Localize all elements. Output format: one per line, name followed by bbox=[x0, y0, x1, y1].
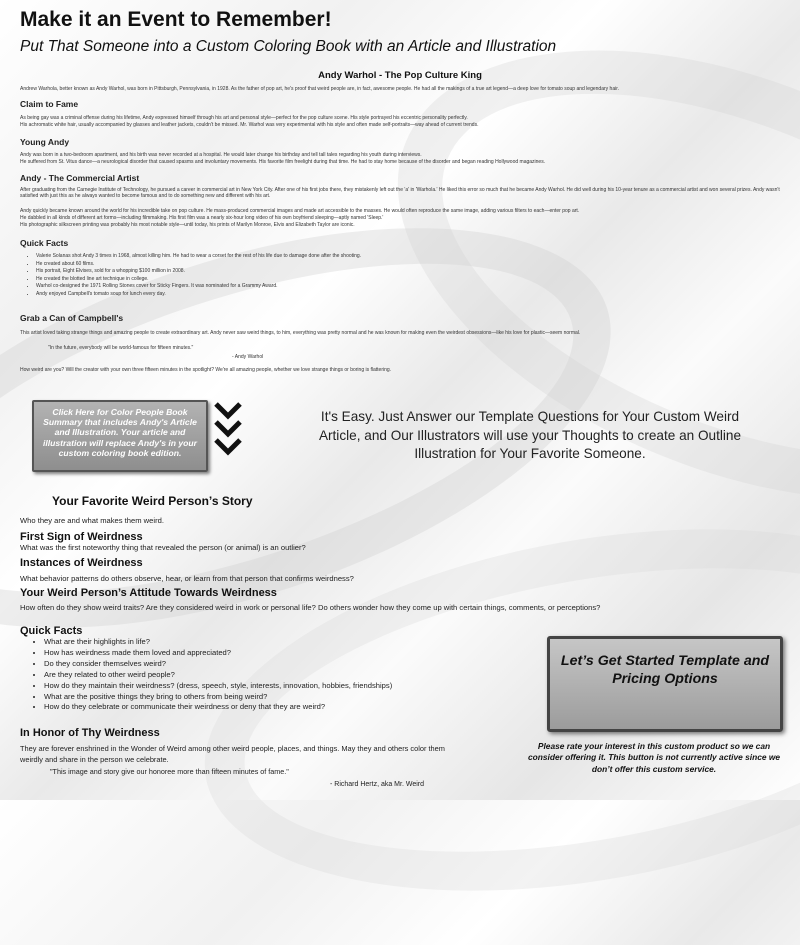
section-heading-commercial-artist: Andy - The Commercial Artist bbox=[20, 173, 140, 183]
article-title: Andy Warhol - The Pop Culture King bbox=[318, 70, 482, 81]
article-paragraph: This artist loved taking strange things and amazing people to create extraordinary art. Andy never saw weird things, to him, everything was pretty normal and he was known for making even the weirdest obsessions—like his love for plastic—seem normal. bbox=[20, 330, 581, 336]
rate-interest-note: Please rate your interest in this custom product so we can consider offering it. This button is not currently active since we don’t offer this custom service. bbox=[527, 741, 781, 774]
article-paragraph: After graduating from the Carnegie Institute of Technology, he pursued a career in commercial art in New York City. After one of his first jobs there, they mistakenly left out the 'a' in 'Warhola.' He liked this error so much that he became Andy Warhol. He did well during his 10-year tenure as a commercial artist and won several prizes. Andy wasn't satisfied with just this as he always wanted to become famous and to do something new and different with his art. bbox=[20, 187, 780, 200]
article-paragraph: Andy quickly became known around the world for his incredible take on pop culture. He mass-produced commercial images and made art accessible to the masses. He would often reproduce the same image, adding various filters to each—enter pop art. bbox=[20, 208, 580, 214]
easy-instructions-text: It's Easy. Just Answer our Template Questions for Your Custom Weird Article, and Our Illustrators will use your Thoughts to create an Outline Illustration for Your Favorite Someone. bbox=[318, 409, 742, 461]
list-item: • What are their highlights in life? bbox=[44, 637, 392, 648]
list-item: • Are they related to other weird people? bbox=[44, 670, 392, 681]
template-heading-first-sign: First Sign of Weirdness bbox=[20, 531, 143, 543]
article-paragraph: His achromatic white hair, usually accompanied by glasses and leather jackets, couldn't be missed. Mr. Warhol was very experimental with his style and often made self-portraits—way ahead of current trends. bbox=[20, 122, 479, 128]
template-question: What behavior patterns do others observe, hear, or learn from that person that confirms weirdness? bbox=[20, 574, 354, 583]
template-facts-list bbox=[28, 637, 392, 713]
article-paragraph: He suffered from St. Vitus dance—a neurological disorder that caused spasms and involuntary movements. His favorite film freelight during that time. He had to stay home because of the disorder and began reading Hollywood magazines. bbox=[20, 159, 546, 165]
template-honor-attribution: - Richard Hertz, aka Mr. Weird bbox=[330, 781, 425, 788]
list-item: • Valerie Solanas shot Andy 3 times in 1968, almost killing him. He had to wear a corset for the rest of his life due to damage done after the shooting. bbox=[36, 253, 736, 261]
list-item: • What are the positive things they bring to others from being weird? bbox=[44, 692, 392, 703]
template-intro: Who they are and what makes them weird. bbox=[20, 516, 164, 525]
page-subtitle: Put That Someone into a Custom Coloring Book with an Article and Illustration bbox=[20, 38, 557, 55]
get-started-label: Let’s Get Started Template and Pricing Options bbox=[560, 653, 770, 687]
article-paragraph: Andy was born in a two-bedroom apartment, and his birth was never recorded at a hospital. He would later change his birthday and tell tall tales regarding his youth during interviews. bbox=[20, 152, 422, 158]
template-heading-attitude: Your Weird Person’s Attitude Towards Weirdness bbox=[20, 587, 277, 599]
template-honor-quote: "This image and story give our honoree more than fifteen minutes of fame." bbox=[50, 767, 289, 776]
section-heading-campbells: Grab a Can of Campbell's bbox=[20, 313, 124, 323]
template-honor-text: They are forever enshrined in the Wonder of Weird among other weird people, places, and things. May they and others color them weirdly and share in the person we celebrate. bbox=[20, 744, 445, 764]
section-heading-claim-to-fame: Claim to Fame bbox=[20, 99, 79, 109]
list-item: • Andy enjoyed Campbell's tomato soup for lunch every day. bbox=[36, 291, 736, 299]
color-people-summary-button[interactable] bbox=[32, 400, 208, 472]
page-title: Make it an Event to Remember! bbox=[20, 8, 332, 31]
get-started-button[interactable] bbox=[547, 636, 783, 732]
article-quote: "In the future, everybody will be world-famous for fifteen minutes." bbox=[48, 345, 194, 351]
article-quote-attribution: - Andy Warhol bbox=[232, 354, 264, 360]
section-heading-young-andy: Young Andy bbox=[20, 137, 70, 147]
article-closing: How weird are you? Will the creator with your own three fifteen minutes in the spotlight? We're all amazing people, whether we love strange things or boring is flattering. bbox=[20, 367, 392, 373]
article-intro: Andrew Warhola, better known as Andy Warhol, was born in Pittsburgh, Pennsylvania, in 1928. As the father of pop art, he's proof that weird people are, in fact, awesome people. He had all the makings of a true art legend—a deep love for tomato soup and legendary hair. bbox=[20, 86, 619, 92]
list-item: • How do they celebrate or communicate their weirdness or deny that they are weird? bbox=[44, 702, 392, 713]
template-heading-instances: Instances of Weirdness bbox=[20, 557, 143, 569]
template-title: Your Favorite Weird Person’s Story bbox=[52, 494, 253, 508]
article-facts-list bbox=[22, 253, 736, 298]
list-item: • Warhol co-designed the 1971 Rolling Stones cover for Sticky Fingers. It was nominated for a Grammy Award. bbox=[36, 283, 736, 291]
color-people-summary-label: Click Here for Color People Book Summary that includes Andy's Article and Illustration. Your article and illustration will replace Andy's in your custom coloring book edition. bbox=[42, 407, 198, 458]
article-paragraph: As being gay was a criminal offense during his lifetime, Andy expressed himself through his art and personal style—perfect for the pop culture scene. His style portrayed his eccentric personality perfectly. bbox=[20, 115, 468, 121]
template-question: How often do they show weird traits? Are they considered weird in work or personal life? Do others wonder how they come up with certain things, comments, or perceptions? bbox=[20, 603, 601, 612]
article-paragraph: His photographic silkscreen printing was probably his most notable style—until today, his prints of Marilyn Monroe, Elvis and Elizabeth Taylor are iconic. bbox=[20, 222, 355, 228]
list-item: • How has weirdness made them loved and appreciated? bbox=[44, 648, 392, 659]
article-paragraph: He dabbled in all kinds of different art forms—including filmmaking. His first film was a nearly six-hour long video of his own boyfriend sleeping—aptly named 'Sleep.' bbox=[20, 215, 384, 221]
list-item: • His portrait, Eight Elvises, sold for a whopping $100 million in 2008. bbox=[36, 268, 736, 276]
section-heading-quick-facts: Quick Facts bbox=[20, 238, 69, 248]
template-heading-honor: In Honor of Thy Weirdness bbox=[20, 727, 160, 739]
list-item: • Do they consider themselves weird? bbox=[44, 659, 392, 670]
list-item: • How do they maintain their weirdness? (dress, speech, style, interests, innovation, hobbies, friendships) bbox=[44, 681, 392, 692]
triple-chevron-down-icon bbox=[213, 400, 243, 462]
template-heading-quick-facts: Quick Facts bbox=[20, 625, 83, 637]
template-question: What was the first noteworthy thing that revealed the person (or animal) is an outlier? bbox=[20, 543, 306, 552]
list-item: • He created about 60 films. bbox=[36, 261, 736, 269]
list-item: • He created the blotted line art technique in college. bbox=[36, 276, 736, 284]
